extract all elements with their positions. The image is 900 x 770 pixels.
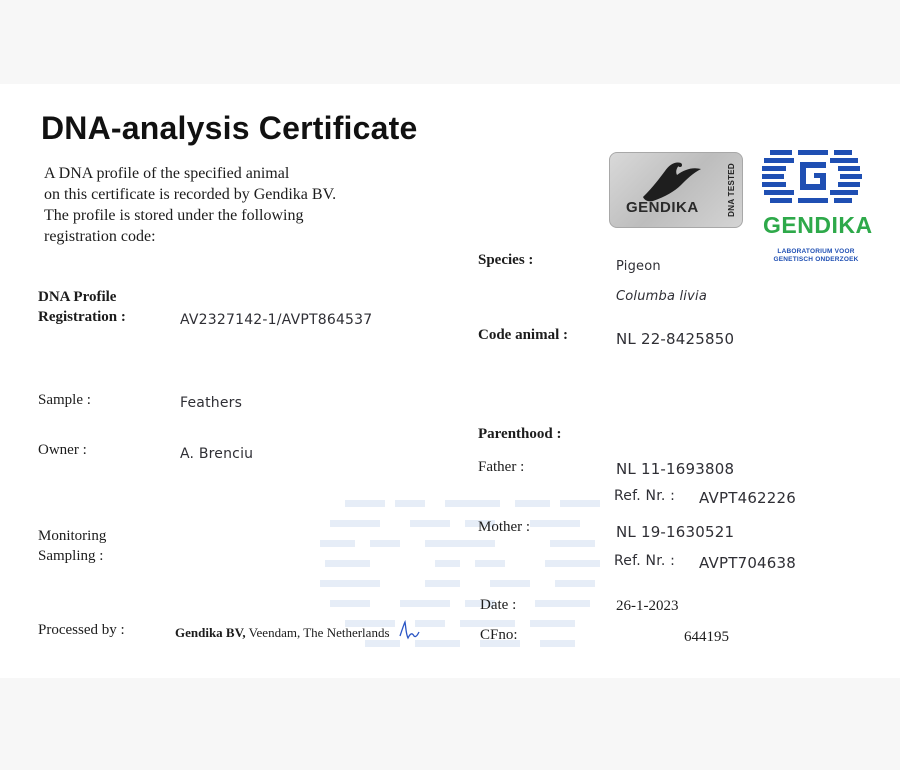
father-label: Father : — [478, 459, 525, 475]
watermark-logo — [315, 490, 630, 670]
processed-by-value — [175, 625, 390, 641]
cfno-label: CFno: — [480, 627, 518, 643]
dna-profile-label-line: DNA Profile — [38, 289, 117, 305]
owner-label: Owner : — [38, 442, 87, 458]
logo-subtitle — [764, 248, 868, 264]
logo-name: GENDIKA — [763, 212, 873, 238]
sample-value: Feathers — [180, 395, 243, 411]
species-common-value: Pigeon — [616, 259, 661, 274]
mother-value: NL 19-1630521 — [616, 523, 735, 541]
monitoring-label — [38, 526, 106, 566]
processed-company: Gendika BV, — [175, 625, 246, 640]
dna-tested-badge — [609, 152, 743, 228]
logo-subtitle-line: LABORATORIUM VOOR — [777, 248, 855, 255]
processed-location: Veendam, The Netherlands — [245, 625, 390, 640]
parenthood-label: Parenthood : — [478, 426, 562, 442]
dna-profile-label — [38, 287, 126, 327]
badge-word: GENDIKA — [626, 199, 699, 216]
dna-profile-value: AV2327142-1/AVPT864537 — [180, 312, 373, 328]
badge-side-text: DNA TESTED — [727, 163, 736, 217]
intro-line: A DNA profile of the specified animal — [44, 165, 290, 182]
intro-line: The profile is stored under the following — [44, 207, 304, 224]
date-label: Date : — [480, 597, 517, 613]
code-animal-value: NL 22-8425850 — [616, 330, 735, 348]
monitoring-label-line: Sampling : — [38, 548, 104, 564]
gendika-logo-icon — [760, 148, 864, 218]
sample-label: Sample : — [38, 392, 91, 408]
intro-line: registration code: — [44, 228, 156, 245]
father-ref-label: Ref. Nr. : — [614, 488, 676, 504]
certificate-title: DNA-analysis Certificate — [41, 110, 418, 146]
father-ref-value: AVPT462226 — [699, 489, 797, 507]
cfno-value: 644195 — [684, 629, 729, 645]
mother-ref-value: AVPT704638 — [699, 554, 797, 572]
signature-mark — [398, 620, 420, 642]
owner-value: A. Brenciu — [180, 446, 254, 462]
intro-line: on this certificate is recorded by Gendika BV. — [44, 186, 337, 203]
code-animal-label: Code animal : — [478, 327, 568, 343]
mother-label: Mother : — [478, 519, 531, 535]
species-latin-value: Columba livia — [616, 289, 707, 304]
species-label: Species : — [478, 252, 534, 268]
mother-ref-label: Ref. Nr. : — [614, 553, 676, 569]
intro-text — [44, 163, 336, 247]
logo-subtitle-line: GENETISCH ONDERZOEK — [773, 256, 859, 263]
date-value: 26-1-2023 — [616, 598, 679, 614]
monitoring-label-line: Monitoring — [38, 528, 107, 544]
father-value: NL 11-1693808 — [616, 460, 735, 478]
processed-by-label: Processed by : — [38, 622, 125, 638]
dna-profile-label-line: Registration : — [38, 309, 126, 325]
